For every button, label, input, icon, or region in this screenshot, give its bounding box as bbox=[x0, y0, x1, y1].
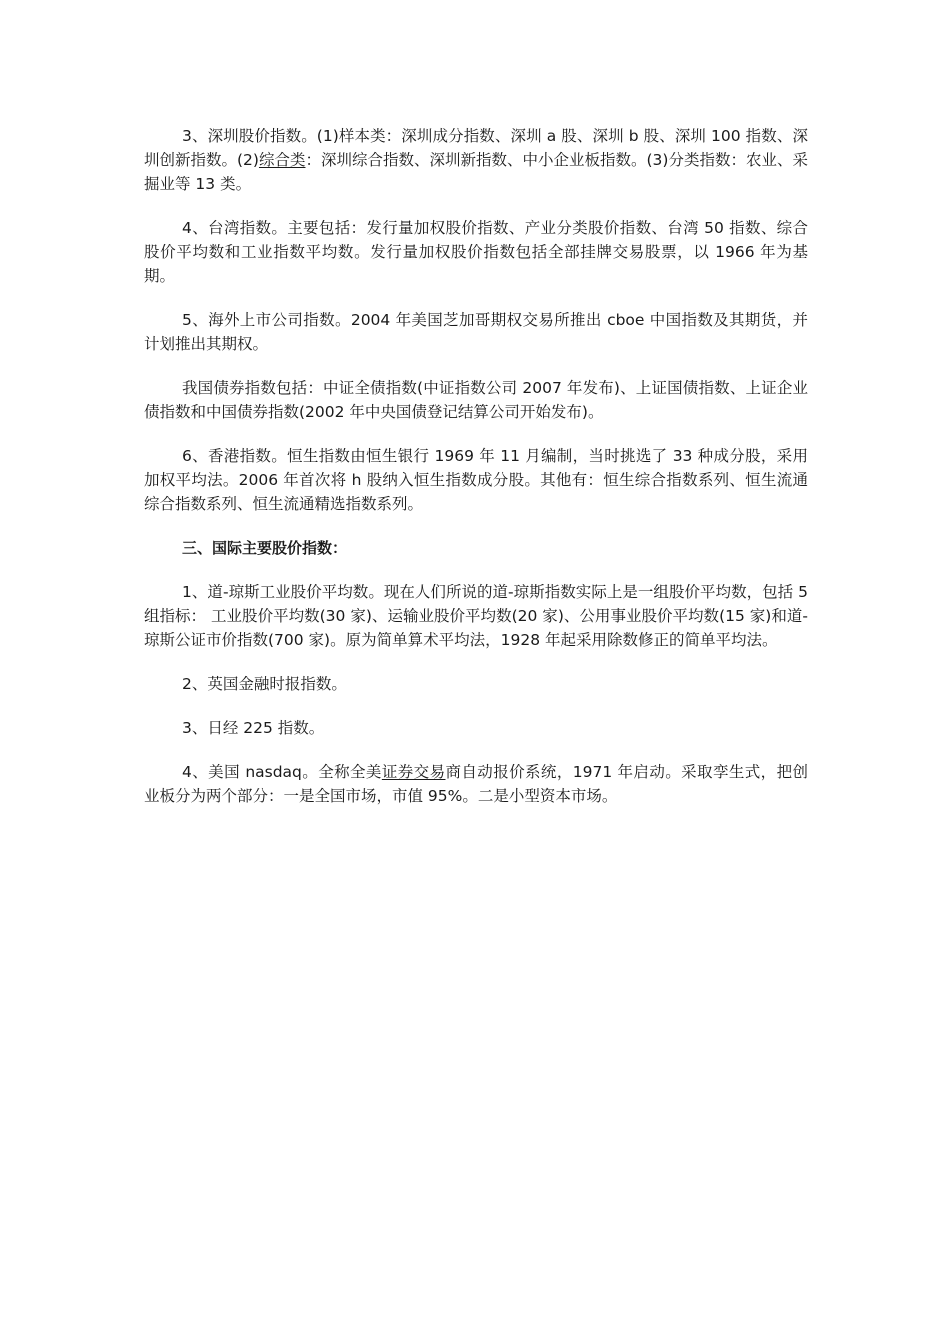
paragraph-text: 3、深圳股价指数。(1)样本类：深圳成分指数、深圳 a 股、深圳 b 股、深圳 100 指数、深圳创新指数。(2) bbox=[144, 127, 808, 169]
paragraph-shenzhen-index bbox=[144, 124, 808, 196]
paragraph-taiwan-index: 4、台湾指数。主要包括：发行量加权股价指数、产业分类股价指数、台湾 50 指数、综合股价平均数和工业指数平均数。发行量加权股价指数包括全部挂牌交易股票，以 1966 年为基期。 bbox=[144, 219, 808, 285]
paragraph-text: ：深圳综合指数、深圳新指数、中小企业板指数。(3)分类指数：农业、采掘业等 13 类。 bbox=[144, 151, 808, 193]
paragraph-overseas-listed-index: 5、海外上市公司指数。2004 年美国芝加哥期权交易所推出 cboe 中国指数及其期货，并计划推出其期权。 bbox=[144, 311, 808, 353]
paragraph-text: 4、美国 nasdaq。全称全美 bbox=[182, 763, 382, 781]
link-composite-category[interactable]: 综合类 bbox=[258, 151, 306, 169]
paragraph-nikkei: 3、日经 225 指数。 bbox=[182, 719, 325, 737]
link-securities-trading[interactable]: 证券交易 bbox=[381, 763, 446, 781]
paragraph-bond-index: 我国债券指数包括：中证全债指数(中证指数公司 2007 年发布)、上证国债指数、上证企业债指数和中国债券指数(2002 年中央国债登记结算公司开始发布)。 bbox=[144, 379, 808, 421]
paragraph-hongkong-index: 6、香港指数。恒生指数由恒生银行 1969 年 11 月编制，当时挑选了 33 种成分股，采用加权平均法。2006 年首次将 h 股纳入恒生指数成分股。其他有：恒生综合指数系列、恒生流通综合指数系列、恒生流通精选指数系列。 bbox=[144, 447, 808, 513]
document-body bbox=[144, 124, 808, 828]
paragraph-ftse: 2、英国金融时报指数。 bbox=[182, 675, 347, 693]
section-heading-international-indices: 三、国际主要股价指数： bbox=[182, 539, 348, 557]
paragraph-dow-jones: 1、道-琼斯工业股价平均数。现在人们所说的道-琼斯指数实际上是一组股价平均数，包括 5 组指标： 工业股价平均数(30 家)、运输业股价平均数(20 家)、公用事业股价平均数(15 家)和道-琼斯公证市价指数(700 家)。原为简单算术平均法，1928 年起采用除数修正的简单平均法。 bbox=[144, 583, 808, 649]
paragraph-nasdaq bbox=[144, 760, 808, 808]
paragraph-text: 商自动报价系统，1971 年启动。采取孪生式，把创业板分为两个部分：一是全国市场，市值 95%。二是小型资本市场。 bbox=[144, 763, 808, 805]
